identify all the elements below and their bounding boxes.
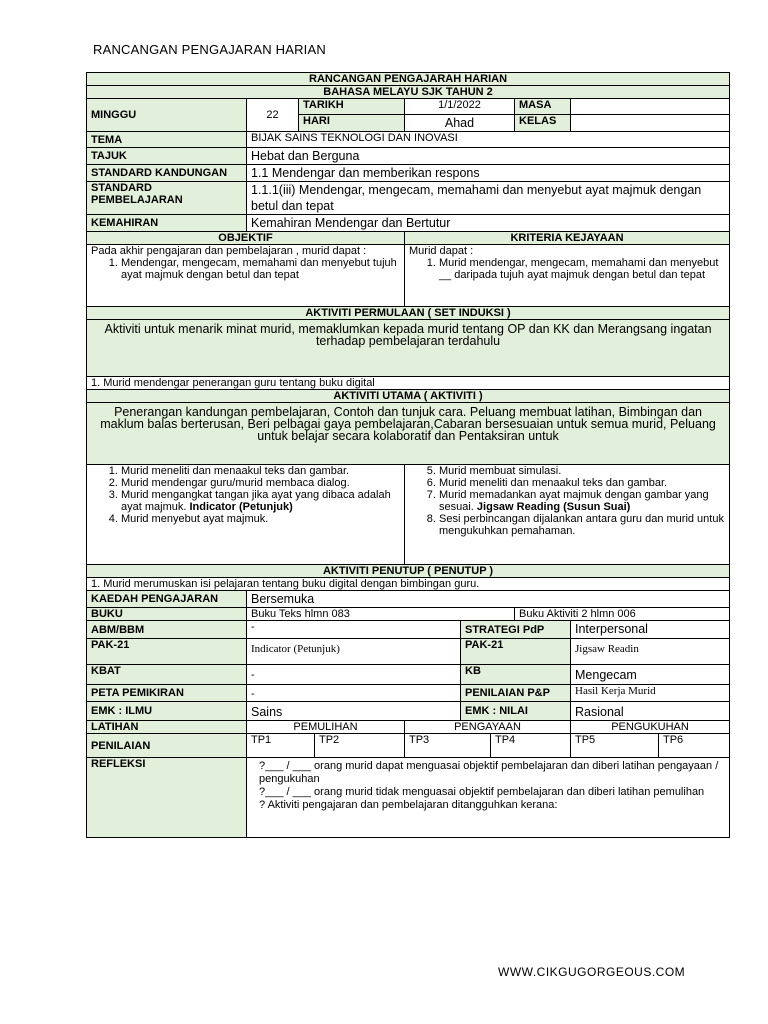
utama-right-cell: [405, 465, 730, 565]
tp5-cell: TP5: [571, 734, 659, 758]
strategi-value: Interpersonal: [571, 621, 730, 639]
kemahiran-label: KEMAHIRAN: [87, 215, 247, 232]
tajuk-label: TAJUK: [87, 148, 247, 165]
tp3-cell: TP3: [405, 734, 491, 758]
sp-label: STANDARD PEMBELAJARAN: [87, 182, 247, 215]
masa-label: MASA: [515, 99, 571, 115]
penilaian-label: PENILAIAN: [87, 734, 247, 758]
list-item: 6. Murid meneliti dan menaakul teks dan gambar.: [439, 477, 725, 489]
kriteria-list: [409, 257, 725, 281]
hari-value: Ahad: [405, 115, 515, 132]
objektif-intro: Pada akhir pengajaran dan pembelajaran , murid dapat :: [91, 245, 367, 257]
minggu-value: 22: [247, 99, 299, 132]
permulaan-step: 1. Murid mendengar penerangan guru tentang buku digital: [87, 377, 730, 390]
kriteria-intro: Murid dapat :: [409, 245, 474, 257]
kb-label: KB: [461, 665, 571, 685]
utama-description: Penerangan kandungan pembelajaran, Contoh dan tunjuk cara. Peluang membuat latihan, Bimbingan dan maklum balas berterusan, Beri pelbagai gaya pembelajaran,Cabaran bersesuaian untuk semua murid, Peluang untuk belajar secara kolaboratif dan Pentaksiran untuk: [87, 403, 730, 465]
refleksi-line: ? Aktiviti pengajaran dan pembelajaran ditangguhkan kerana:: [259, 799, 558, 811]
pak21-right-value: Jigsaw Readin: [571, 639, 730, 665]
pengukuhan-label: PENGUKUHAN: [571, 721, 730, 734]
refleksi-line: ?___ / ___ orang murid dapat menguasai objektif pembelajaran dan diberi latihan pengayaan / pengukuhan: [259, 760, 719, 785]
document-header: RANCANGAN PENGAJARAN HARIAN: [93, 42, 326, 57]
kaedah-value: Bersemuka: [247, 591, 730, 608]
kelas-value: [571, 115, 730, 132]
list-item: 7. Murid memadankan ayat majmuk dengan gambar yang sesuai. Jigsaw Reading (Susun Suai): [439, 489, 725, 513]
minggu-label: MINGGU: [87, 99, 247, 132]
table-subtitle: BAHASA MELAYU SJK TAHUN 2: [87, 86, 730, 99]
sk-value: 1.1 Mendengar dan memberikan respons: [247, 165, 730, 182]
strategi-label: STRATEGI PdP: [461, 621, 571, 639]
utama-right-list: [409, 465, 725, 537]
tp6-cell: TP6: [659, 734, 730, 758]
penutup-header: AKTIVITI PENUTUP ( PENUTUP ): [87, 565, 730, 578]
abm-label: ABM/BBM: [87, 621, 247, 639]
list-item: 5. Murid membuat simulasi.: [439, 465, 725, 477]
kbat-value: -: [247, 665, 461, 685]
list-item: 1. Murid mendengar, mengecam, memahami dan menyebut __ daripada tujuh ayat majmuk dengan betul dan tepat: [439, 257, 725, 281]
refleksi-cell: [247, 758, 730, 838]
list-item: 4. Murid menyebut ayat majmuk.: [121, 513, 400, 525]
sk-label: STANDARD KANDUNGAN: [87, 165, 247, 182]
utama-left-list: [91, 465, 400, 525]
lesson-plan-table: [86, 72, 730, 838]
pak21-value: Indicator (Petunjuk): [247, 639, 461, 665]
objektif-header: OBJEKTIF: [87, 232, 405, 245]
emk-nilai-value: Rasional: [571, 702, 730, 721]
kaedah-label: KAEDAH PENGAJARAN: [87, 591, 247, 608]
latihan-label: LATIHAN: [87, 721, 247, 734]
peta-value: -: [247, 685, 461, 702]
tema-label: TEMA: [87, 132, 247, 148]
hari-label: HARI: [299, 115, 405, 132]
list-item: 1. Mendengar, mengecam, memahami dan menyebut tujuh ayat majmuk dengan betul dan tepat: [121, 257, 400, 281]
pemulihan-label: PEMULIHAN: [247, 721, 405, 734]
pak21-label: PAK-21: [87, 639, 247, 665]
tp4-cell: TP4: [491, 734, 571, 758]
utama-header: AKTIVITI UTAMA ( AKTIVITI ): [87, 390, 730, 403]
refleksi-label: REFLEKSI: [87, 758, 247, 838]
penilaian-pp-value: Hasil Kerja Murid: [571, 685, 730, 702]
masa-value: [571, 99, 730, 115]
list-item: 8. Sesi perbincangan dijalankan antara guru dan murid untuk mengukuhkan pemahaman.: [439, 513, 725, 537]
list-item: 2. Murid mendengar guru/murid membaca dialog.: [121, 477, 400, 489]
pengayaan-label: PENGAYAAN: [405, 721, 571, 734]
buku-label: BUKU: [87, 608, 247, 621]
tarikh-value: 1/1/2022: [405, 99, 515, 115]
kelas-label: KELAS: [515, 115, 571, 132]
kriteria-cell: [405, 245, 730, 307]
kriteria-header: KRITERIA KEJAYAAN: [405, 232, 730, 245]
penilaian-pp-label: PENILAIAN P&P: [461, 685, 571, 702]
permulaan-description: Aktiviti untuk menarik minat murid, memaklumkan kepada murid tentang OP dan KK dan Merangsang ingatan terhadap pembelajaran terdahulu: [87, 320, 730, 377]
pak21-right-label: PAK-21: [461, 639, 571, 665]
list-item: 1. Murid meneliti dan menaakul teks dan gambar.: [121, 465, 400, 477]
emk-ilmu-value: Sains: [247, 702, 461, 721]
tp1-cell: TP1: [247, 734, 315, 758]
kbat-label: KBAT: [87, 665, 247, 685]
objektif-cell: [87, 245, 405, 307]
tp2-cell: TP2: [315, 734, 405, 758]
tarikh-label: TARIKH: [299, 99, 405, 115]
tajuk-value: Hebat dan Berguna: [247, 148, 730, 165]
penutup-step: 1. Murid merumuskan isi pelajaran tentang buku digital dengan bimbingan guru.: [87, 578, 730, 591]
objektif-list: [91, 257, 400, 281]
sp-value: 1.1.1(iii) Mendengar, mengecam, memahami dan menyebut ayat majmuk dengan betul dan tepat: [247, 182, 730, 215]
permulaan-header: AKTIVITI PERMULAAN ( SET INDUKSI ): [87, 307, 730, 320]
buku-teks-value: Buku Teks hlmn 083: [247, 608, 515, 621]
footer-url: WWW.CIKGUGORGEOUS.COM: [498, 965, 686, 979]
list-item: 3. Murid mengangkat tangan jika ayat yang dibaca adalah ayat majmuk. Indicator (Petunjuk): [121, 489, 400, 513]
tema-value: BIJAK SAINS TEKNOLOGI DAN INOVASI: [247, 132, 730, 148]
emk-ilmu-label: EMK : ILMU: [87, 702, 247, 721]
utama-left-cell: [87, 465, 405, 565]
peta-label: PETA PEMIKIRAN: [87, 685, 247, 702]
abm-value: -: [247, 621, 461, 639]
kb-value: Mengecam: [571, 665, 730, 685]
table-title: RANCANGAN PENGAJARAH HARIAN: [87, 73, 730, 86]
buku-aktiviti-value: Buku Aktiviti 2 hlmn 006: [515, 608, 730, 621]
refleksi-line: ?___ / ___ orang murid tidak menguasai objektif pembelajaran dan diberi latihan pemulihan: [259, 786, 705, 798]
kemahiran-value: Kemahiran Mendengar dan Bertutur: [247, 215, 730, 232]
emk-nilai-label: EMK : NILAI: [461, 702, 571, 721]
